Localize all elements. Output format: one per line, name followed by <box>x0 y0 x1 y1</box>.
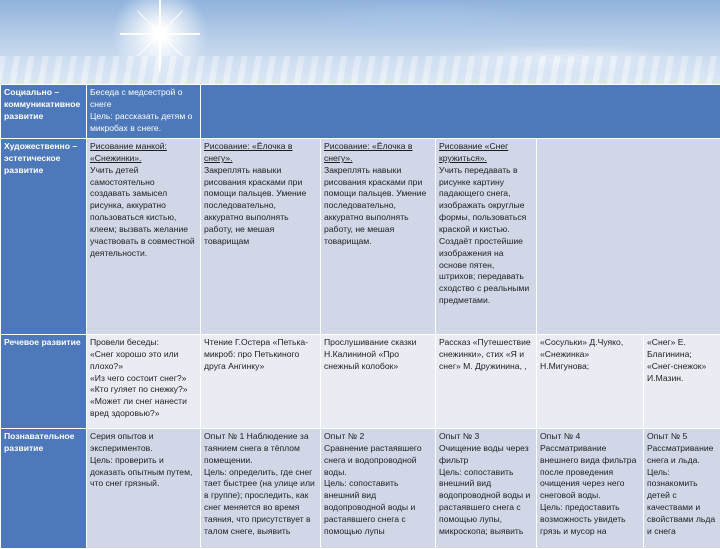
cell-text: «Снег хорошо это или плохо?» <box>90 349 197 373</box>
table-cell-empty <box>537 139 720 335</box>
table-cell <box>537 335 644 429</box>
cell-title: Рисование «Снег кружиться». <box>439 141 533 165</box>
table-cell <box>201 429 321 549</box>
cell-text: Опыт № 5 <box>647 431 717 443</box>
cell-text: «Может ли снег нанести вред здоровью?» <box>90 396 197 420</box>
cell-text: Прослушивание сказки Н.Калининой «Про снежный колобок» <box>324 337 432 373</box>
table-cell <box>201 335 321 429</box>
cell-text: Очищение воды через фильтр <box>439 443 533 467</box>
cell-text: «Снег-снежок» И.Мазин. <box>647 361 717 385</box>
cell-text: Рассматривание внешнего вида фильтра после проведения очищения через него снеговой воды. <box>540 443 640 502</box>
table-cell <box>201 139 321 335</box>
table-cell <box>87 429 201 549</box>
cell-text: Беседа с медсестрой о снеге <box>90 87 197 111</box>
cell-title: Рисование: «Ёлочка в снегу». <box>324 141 432 165</box>
table-cell <box>436 429 537 549</box>
cell-text: Опыт № 3 <box>439 431 533 443</box>
cell-text: Сравнение растаявшего снега и водопроводной воды. <box>324 443 432 479</box>
table-cell <box>436 139 537 335</box>
snow-banner-image <box>0 0 720 86</box>
cell-text: Цель: рассказать детям о микробах в снеге. <box>90 111 197 135</box>
cell-text: Закреплять навыки рисования красками при помощи пальцев. Умение последовательно, аккуратно выполнять работу, не мешая товарищам. <box>324 165 432 248</box>
table-cell <box>87 139 201 335</box>
table-cell <box>87 85 201 139</box>
cell-text: Цель: познакомить детей с качествами и свойствами льда и снега <box>647 467 717 538</box>
cell-text: Цель: сопоставить внешний вид водопроводной воды и растаявшего снега с помощью лупы, микроскопа; выявить <box>439 467 533 538</box>
cell-text: Н.Мигунова; <box>540 361 640 373</box>
cell-text: Цель: сопоставить внешний вид водопроводной воды и растаявшего снега с помощью лупы <box>324 478 432 537</box>
row-heading: Художественно – эстетическое развитие <box>1 139 87 335</box>
table-cell <box>87 335 201 429</box>
cell-text: Опыт № 4 <box>540 431 640 443</box>
cell-text: Опыт № 1 Наблюдение за таянием снега в тёплом помещении. <box>204 431 317 467</box>
cell-text: Закреплять навыки рисования красками при помощи пальцев. Умение последовательно, аккуратно выполнять работу, не мешая товарищам <box>204 165 317 248</box>
cell-title: Рисование манкой: «Снежинки». <box>90 141 197 165</box>
cell-text: «Снег» Е. Благинина; <box>647 337 717 361</box>
table-cell <box>436 335 537 429</box>
table-row <box>1 335 720 429</box>
table-cell <box>321 139 436 335</box>
row-heading: Речевое развитие <box>1 335 87 429</box>
cell-text: «Из чего состоит снег?» <box>90 373 197 385</box>
table-cell <box>644 429 720 549</box>
cell-text: Серия опытов и экспериментов. <box>90 431 197 455</box>
table-cell <box>321 429 436 549</box>
activity-plan-table <box>0 84 720 549</box>
row-heading: Социально – коммуникативное развитие <box>1 85 87 139</box>
cell-text: Учить передавать в рисунке картину падающего снега, изображать округлые формы, пользоваться краской и кистью. Создаёт простейшие изображения на основе пятен, штрихов; передавать сходство с реальными предметами. <box>439 165 533 307</box>
cell-text: Рассказ «Путешествие снежинки», стих «Я и снег» М. Дружинина, , <box>439 337 533 373</box>
table-cell-empty <box>201 85 720 139</box>
table-cell <box>644 335 720 429</box>
table-row <box>1 429 720 549</box>
snow-texture <box>0 56 720 86</box>
table-row <box>1 139 720 335</box>
table-cell <box>537 429 644 549</box>
cell-text: «Кто гуляет по снежку?» <box>90 384 197 396</box>
cell-text: Чтение Г.Остера «Петька-микроб: про Петькиного друга Ангинку» <box>204 337 317 373</box>
row-heading: Познавательное развитие <box>1 429 87 549</box>
cell-text: Цель: предоставить возможность увидеть грязь и мусор на <box>540 502 640 538</box>
cell-text: Опыт № 2 <box>324 431 432 443</box>
cell-text: Цель: определить, где снег тает быстрее (на улице или в группе); проследить, как снег меняется во время таяния, что присутствует в талом снеге, выявить <box>204 467 317 538</box>
cell-text: Провели беседы: <box>90 337 197 349</box>
cell-text: «Сосульки» Д.Чуяко, <box>540 337 640 349</box>
cell-text: «Снежинка» <box>540 349 640 361</box>
cell-title: Рисование: «Ёлочка в снегу». <box>204 141 317 165</box>
cell-text: Цель: проверить и доказать опытным путем, что снег грязный. <box>90 455 197 491</box>
table-row <box>1 85 720 139</box>
table-cell <box>321 335 436 429</box>
cell-text: Учить детей самостоятельно создавать замысел рисунка, аккуратно пользоваться кистью, клеем; вызвать желание участвовать в совместной деятельности. <box>90 165 197 260</box>
cell-text: Рассматривание снега и льда. <box>647 443 717 467</box>
